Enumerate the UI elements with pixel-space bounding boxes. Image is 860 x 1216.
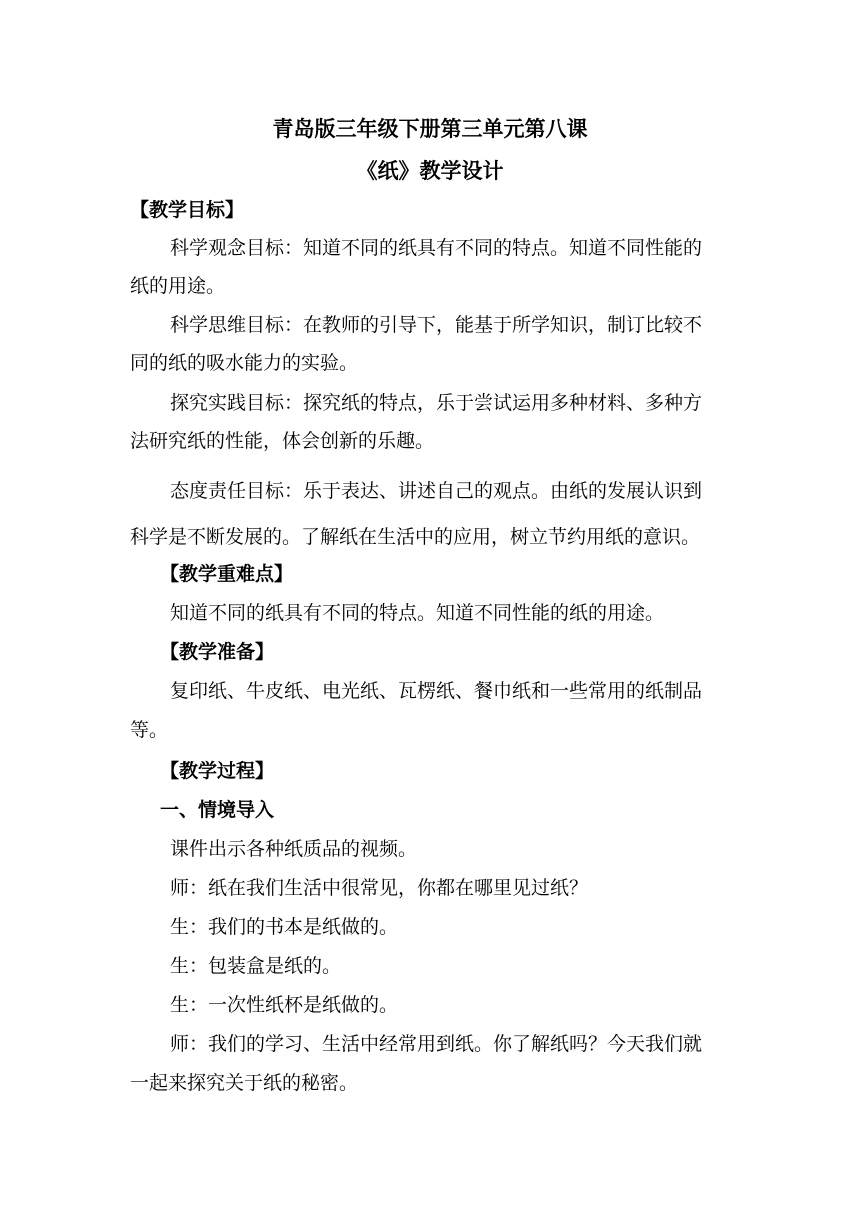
process-paragraph-4: 生：包装盒是纸的。: [170, 955, 342, 977]
heading-situation-intro: 一、情境导入: [160, 799, 275, 821]
preparation-line1: 复印纸、牛皮纸、电光纸、瓦楞纸、餐巾纸和一些常用的纸制品: [170, 680, 703, 702]
process-paragraph-1: 课件出示各种纸质品的视频。: [170, 838, 418, 860]
objective-science-thinking-line2: 同的纸的吸水能力的实验。: [130, 352, 359, 374]
preparation-line2: 等。: [130, 719, 169, 741]
objective-inquiry-practice-line1: 探究实践目标：探究纸的特点，乐于尝试运用多种材料、多种方: [170, 392, 703, 414]
document-subtitle: 《纸》教学设计: [356, 158, 504, 183]
document-title: 青岛版三年级下册第三单元第八课: [272, 116, 588, 141]
process-paragraph-2: 师：纸在我们生活中很常见，你都在哪里见过纸？: [170, 877, 589, 899]
process-paragraph-6-line1: 师：我们的学习、生活中经常用到纸。你了解纸吗？今天我们就: [170, 1033, 703, 1055]
heading-objectives: 【教学目标】: [130, 199, 245, 221]
objective-science-concept-line1: 科学观念目标：知道不同的纸具有不同的特点。知道不同性能的: [170, 237, 703, 259]
process-paragraph-3: 生：我们的书本是纸做的。: [170, 916, 399, 938]
process-paragraph-6-line2: 一起来探究关于纸的秘密。: [130, 1072, 359, 1094]
heading-preparation: 【教学准备】: [160, 641, 275, 663]
objective-science-concept-line2: 纸的用途。: [130, 275, 226, 297]
heading-key-points: 【教学重难点】: [160, 563, 294, 585]
heading-process: 【教学过程】: [160, 760, 275, 782]
process-paragraph-5: 生：一次性纸杯是纸做的。: [170, 994, 399, 1016]
key-points-text: 知道不同的纸具有不同的特点。知道不同性能的纸的用途。: [170, 602, 665, 624]
objective-attitude-line1: 态度责任目标：乐于表达、讲述自己的观点。由纸的发展认识到: [170, 480, 703, 502]
objective-attitude-line2: 科学是不断发展的。了解纸在生活中的应用，树立节约用纸的意识。: [130, 526, 701, 548]
objective-science-thinking-line1: 科学思维目标：在教师的引导下，能基于所学知识，制订比较不: [170, 314, 703, 336]
objective-inquiry-practice-line2: 法研究纸的性能，体会创新的乐趣。: [130, 430, 435, 452]
